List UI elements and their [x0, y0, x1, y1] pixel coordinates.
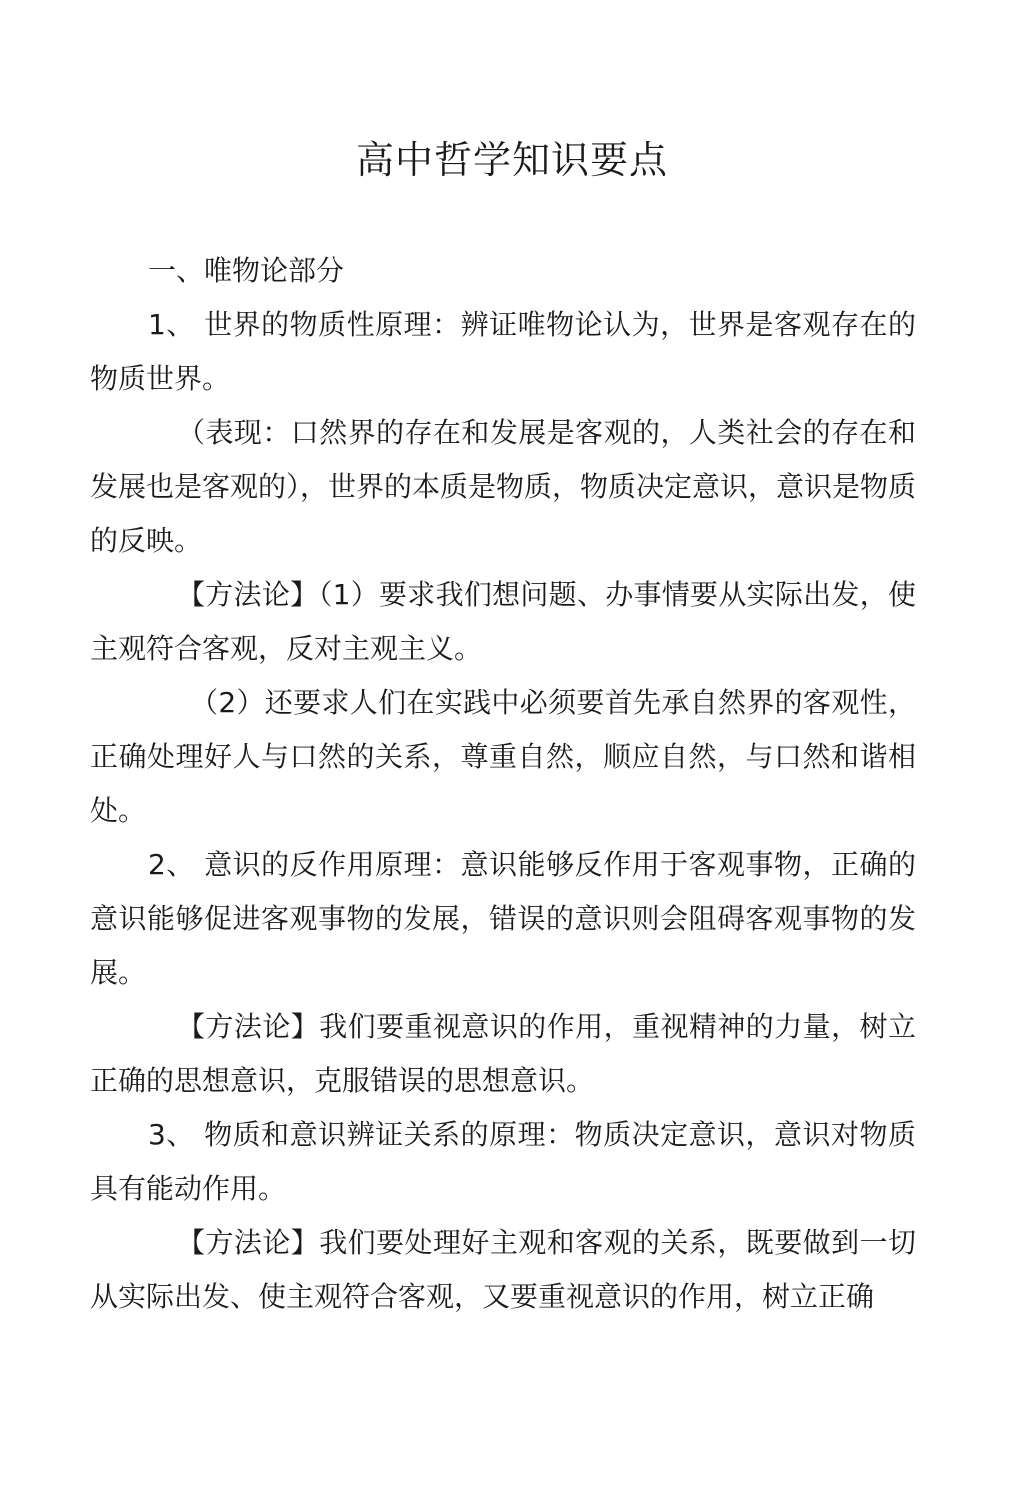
page-title: 高中哲学知识要点 — [355, 138, 668, 182]
paragraph: 3、 物质和意识辨证关系的原理：物质决定意识，意识对物质具有能动作用。 — [90, 1118, 916, 1205]
paragraph: 【方法论】我们要重视意识的作用，重视精神的力量，树立正确的思想意识，克服错误的思想意识。 — [90, 1010, 916, 1097]
paragraph: 2、 意识的反作用原理：意识能够反作用于客观事物，正确的意识能够促进客观事物的发展，错误的意识则会阻碍客观事物的发展。 — [90, 848, 916, 989]
paragraph: 【方法论】我们要处理好主观和客观的关系，既要做到一切从实际出发、使主观符合客观，又要重视意识的作用，树立正确 — [90, 1226, 916, 1313]
paragraph: （2）还要求人们在实践中必须要首先承自然界的客观性，正确处理好人与口然的关系，尊重自然，顺应自然，与口然和谐相处。 — [90, 686, 916, 827]
paragraph: （表现：口然界的存在和发展是客观的，人类社会的存在和发展也是客观的），世界的本质是物质，物质决定意识，意识是物质的反映。 — [90, 416, 917, 557]
section-heading: 一、唯物论部分 — [148, 254, 345, 287]
paragraph: 【方法论】（1）要求我们想问题、办事情要从实际出发，使主观符合客观，反对主观主义。 — [90, 578, 916, 665]
document-body — [90, 244, 916, 1324]
paragraph: 1、 世界的物质性原理：辨证唯物论认为，世界是客观存在的物质世界。 — [90, 308, 916, 395]
